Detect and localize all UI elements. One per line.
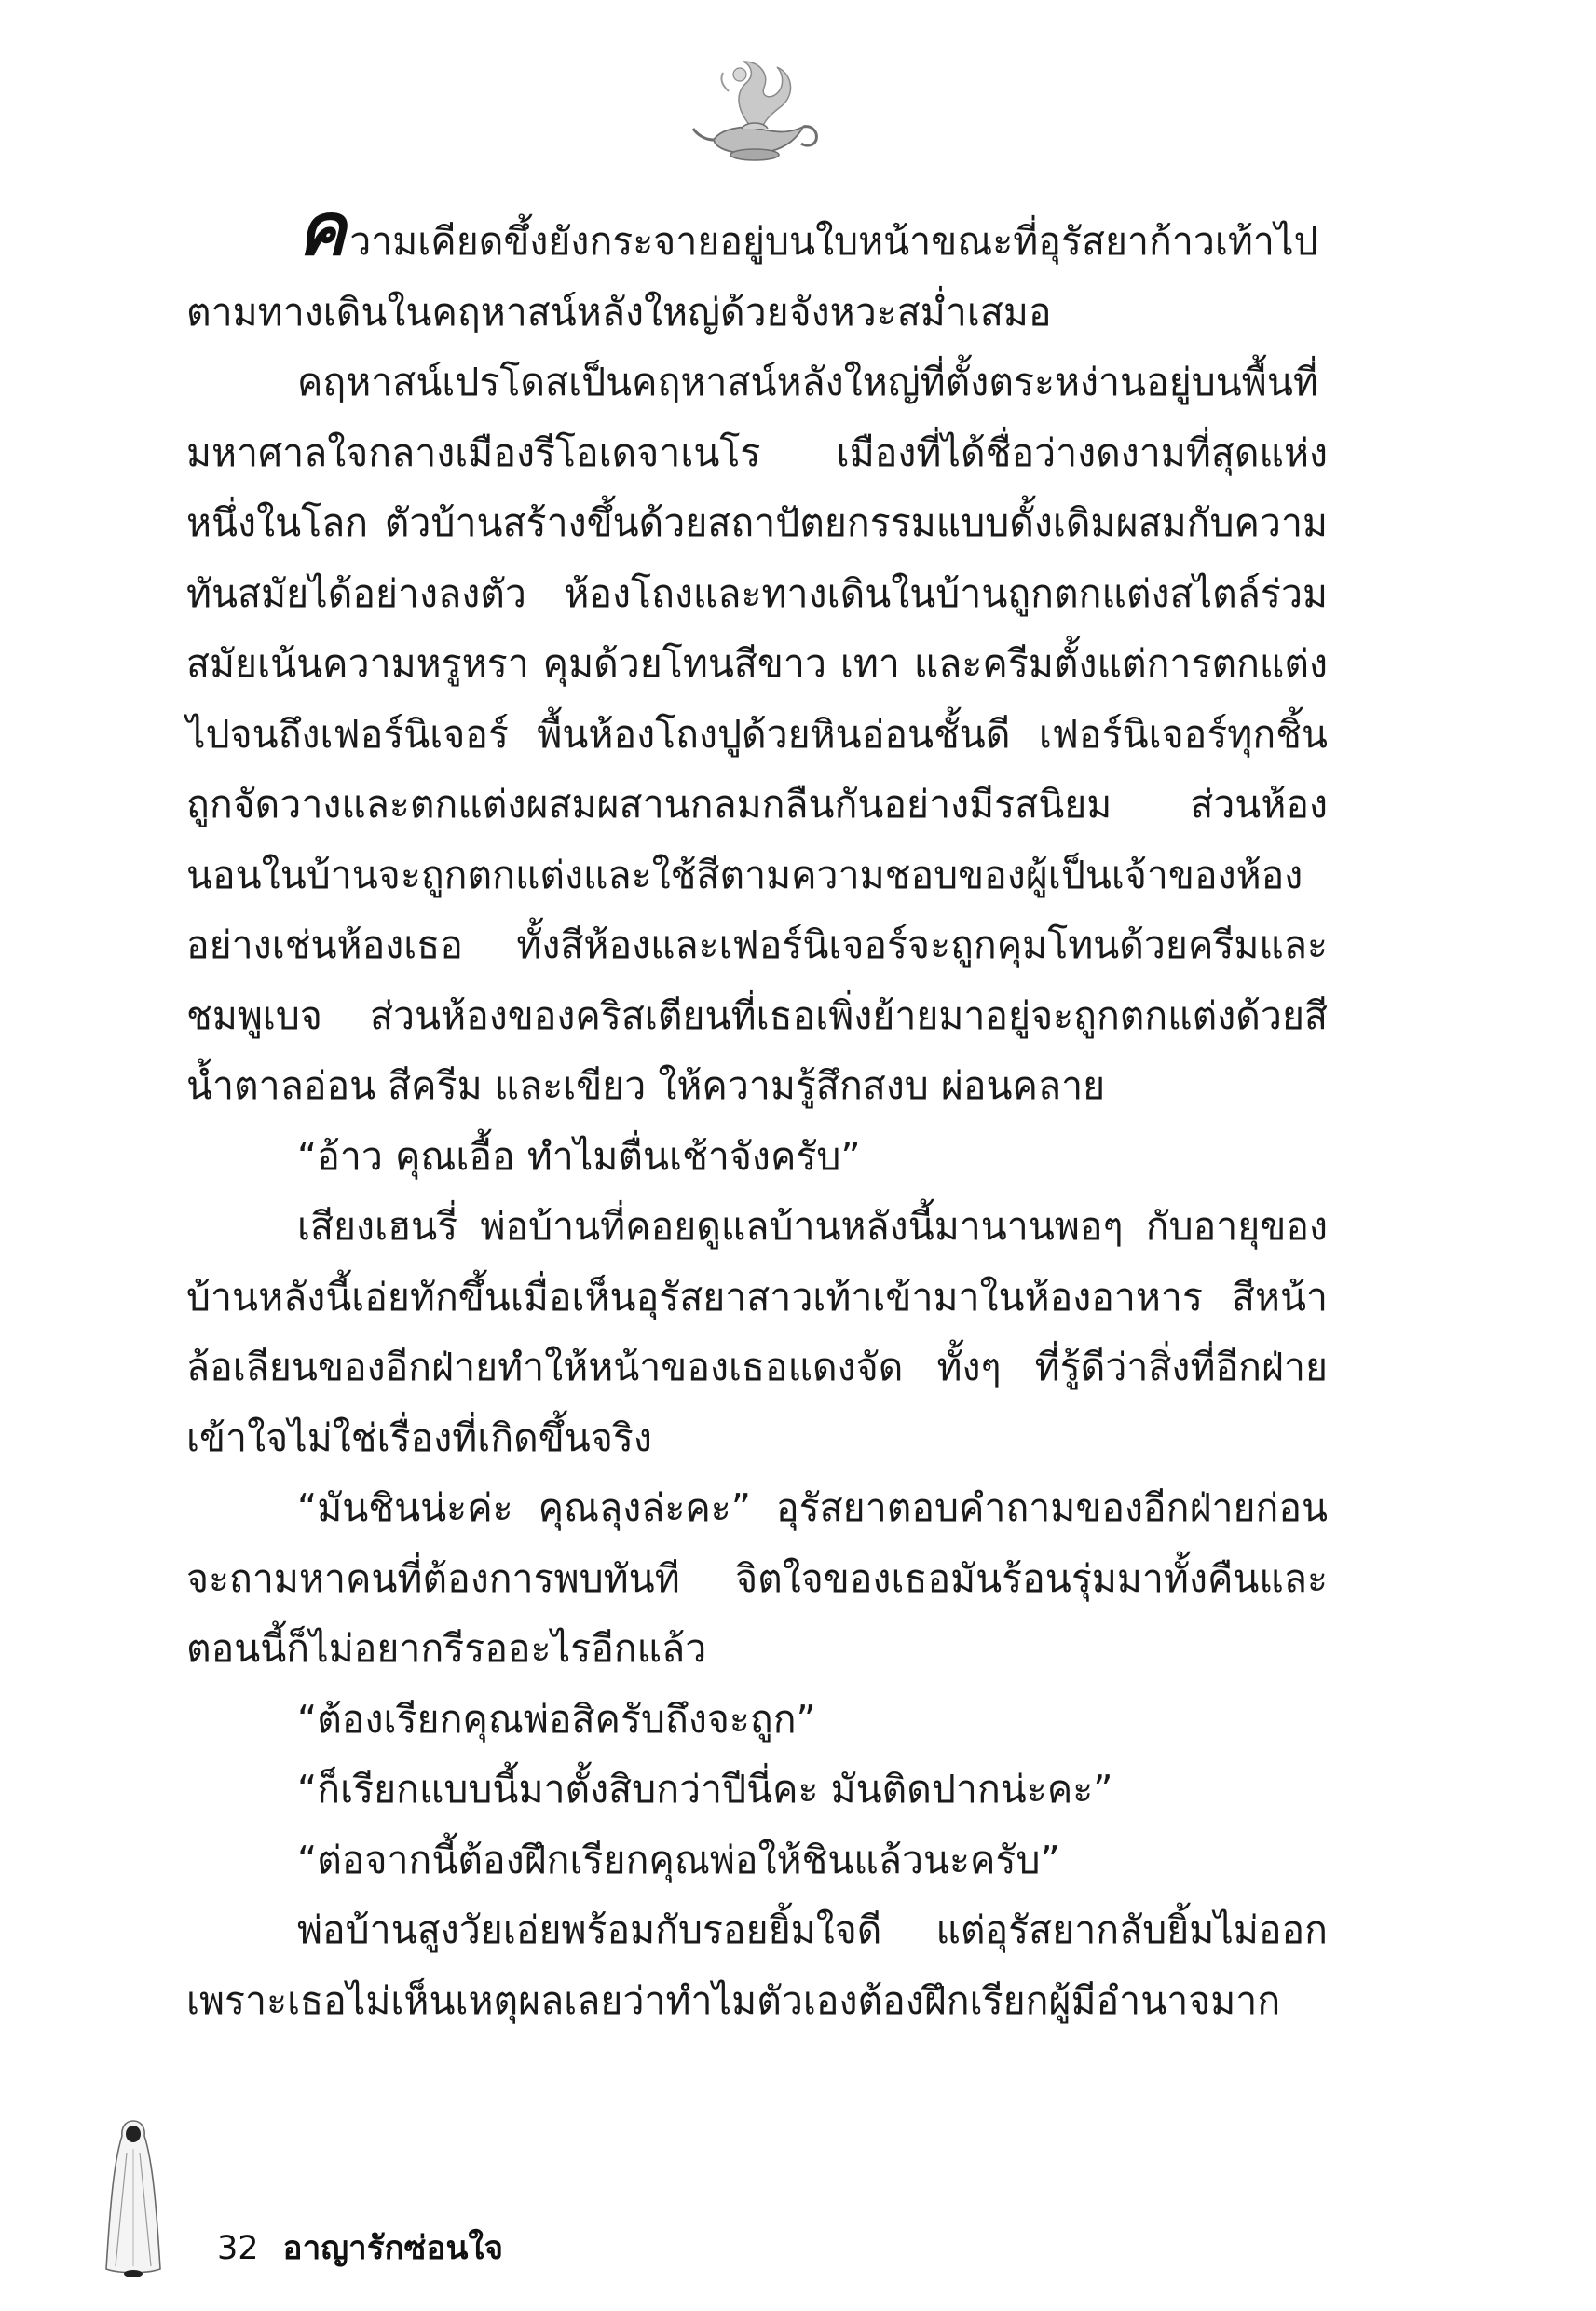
paragraph-4: เสียงเฮนรี่ พ่อบ้านที่คอยดูแลบ้านหลังนี้มานานพอๆ กับอายุของบ้านหลังนี้เอ่ยทักขึ้นเมื่อเห็นอุรัสยาสาวเท้าเข้ามาในห้องอาหาร สีหน้าล้อเลียนของอีกฝ่ายทำให้หน้าของเธอแดงจัด ทั้งๆ ที่รู้ดีว่าสิ่งที่อีกฝ่ายเข้าใจไม่ใช่เรื่องที่เกิดขึ้นจริง (186, 1204, 1328, 1460)
page-number: 32 (217, 2230, 259, 2267)
paragraph-9: พ่อบ้านสูงวัยเอ่ยพร้อมกับรอยยิ้มใจดี แต่อุรัสยากลับยิ้มไม่ออกเพราะเธอไม่เห็นเหตุผลเลยว่าทำไมตัวเองต้องฝึกเรียกผู้มีอำนาจมาก (186, 1908, 1328, 2023)
paragraph-8: “ต่อจากนี้ต้องฝึกเรียกคุณพ่อให้ชินแล้วนะครับ” (297, 1837, 1060, 1882)
paragraph-7: “ก็เรียกแบบนี้มาตั้งสิบกว่าปีนี่คะ มันติดปากน่ะคะ” (297, 1767, 1113, 1812)
paragraph-6: “ต้องเรียกคุณพ่อสิครับถึงจะถูก” (297, 1696, 816, 1742)
bride-silhouette-icon (101, 2115, 166, 2283)
paragraph-2: คฤหาสน์เปรโดสเป็นคฤหาสน์หลังใหญ่ที่ตั้งตระหง่านอยู่บนพื้นที่มหาศาลใจกลางเมืองรีโอเดจาเนโร เมืองที่ได้ชื่อว่างดงามที่สุดแห่งหนึ่งในโลก ตัวบ้านสร้างขึ้นด้วยสถาปัตยกรรมแบบดั้งเดิมผสมกับความทันสมัยได้อย่างลงตัว ห้องโถงและทางเดินในบ้านถูกตกแต่งสไตล์ร่วมสมัยเน้นความหรูหรา คุมด้วยโทนสีขาว เทา และครีมตั้งแต่การตกแต่งไปจนถึงเฟอร์นิเจอร์ พื้นห้องโถงปูด้วยหินอ่อนชั้นดี เฟอร์นิเจอร์ทุกชิ้นถูกจัดวางและตกแต่งผสมผสานกลมกลืนกันอย่างมีรสนิยม ส่วนห้องนอนในบ้านจะถูกตกแต่งและใช้สีตามความชอบของผู้เป็นเจ้าของห้อง อย่างเช่นห้องเธอ ทั้งสีห้องและเฟอร์นิเจอร์จะถูกคุมโทนด้วยครีมและชมพูเบจ ส่วนห้องของคริสเตียนที่เธอเพิ่งย้ายมาอยู่จะถูกตกแต่งด้วยสีน้ำตาลอ่อน สีครีม และเขียว ให้ความรู้สึกสงบ ผ่อนคลาย (186, 360, 1328, 1108)
chapter-text (186, 188, 1328, 2036)
drop-cap: ค (297, 188, 347, 272)
paragraph-5: “มันชินน่ะค่ะ คุณลุงล่ะคะ” อุรัสยาตอบคำถามของอีกฝ่ายก่อนจะถามหาคนที่ต้องการพบทันที จิตใจของเธอมันร้อนรุ่มมาทั้งคืนและตอนนี้ก็ไม่อยากรีรออะไรอีกแล้ว (186, 1485, 1328, 1671)
page-footer (217, 2222, 503, 2274)
book-title: อาญารักซ่อนใจ (282, 2230, 503, 2267)
paragraph-text: วามเคียดขึ้งยังกระจายอยู่บนใบหน้าขณะที่อุรัสยาก้าวเท้าไปตามทางเดินในคฤหาสน์หลังใหญ่ด้วยจังหวะสม่ำเสมอ (186, 219, 1318, 335)
paragraph-3: “อ้าว คุณเอื้อ ทำไมตื่นเช้าจังครับ” (297, 1133, 861, 1179)
paragraph-1 (186, 188, 1328, 348)
genie-lamp-icon (686, 54, 825, 175)
